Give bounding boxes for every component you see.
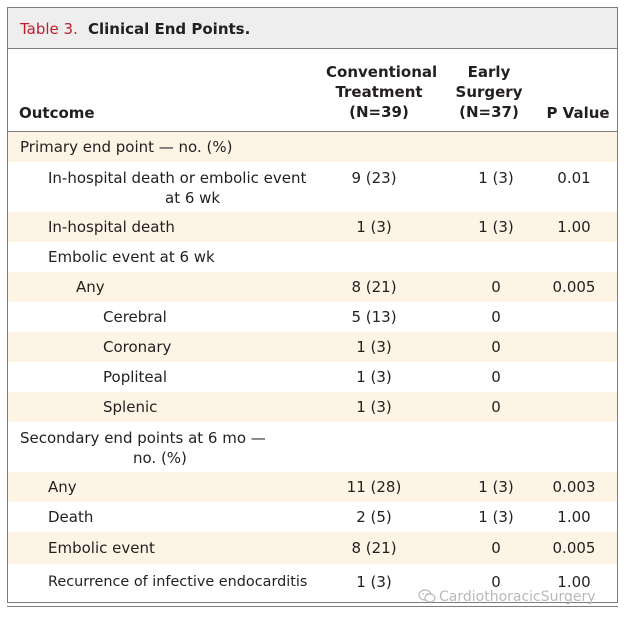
cell-early: 0 (491, 308, 501, 326)
cell-conventional: 11 (28) (346, 478, 402, 496)
header-early-line1: Early (467, 63, 511, 81)
cell-early: 0 (491, 398, 501, 416)
watermark (418, 589, 596, 605)
header-pvalue-text: P Value (546, 104, 610, 122)
cell-early: 0 (491, 368, 501, 386)
row-label: Recurrence of infective endocarditis (48, 574, 308, 590)
cell-pvalue: 1.00 (557, 573, 591, 591)
wechat-icon (418, 589, 436, 603)
table-row (8, 362, 617, 392)
header-outcome-text: Outcome (19, 104, 95, 122)
table-row (8, 502, 617, 532)
header-early-line3: (N=37) (459, 103, 519, 121)
row-label-text: In-hospital death or embolic event (48, 169, 307, 187)
cell-early: 0 (491, 338, 501, 356)
cell-pvalue: 0.01 (557, 169, 591, 187)
cell-pvalue: 0.005 (552, 278, 596, 296)
header-early (454, 62, 524, 122)
cell-conventional: 1 (3) (356, 573, 392, 591)
cell-early: 1 (3) (478, 169, 514, 187)
table-title-bar (8, 8, 617, 49)
table-frame (7, 7, 618, 603)
cell-conventional: 2 (5) (356, 508, 392, 526)
row-label (20, 137, 232, 157)
header-conventional (326, 62, 438, 122)
row-label: Embolic event (48, 539, 155, 557)
cell-pvalue: 1.00 (557, 218, 591, 236)
table-row (8, 302, 617, 332)
header-conventional-line3: (N=39) (349, 103, 409, 121)
row-label: Embolic event at 6 wk (48, 248, 215, 266)
row-label: In-hospital death (48, 218, 175, 236)
cell-early: 1 (3) (478, 218, 514, 236)
row-label (48, 168, 306, 208)
row-label: Splenic (103, 398, 158, 416)
table-row (8, 132, 617, 162)
cell-conventional: 1 (3) (356, 338, 392, 356)
row-label: Cerebral (103, 308, 167, 326)
row-label: Any (76, 278, 105, 296)
cell-conventional: 1 (3) (356, 398, 392, 416)
cell-conventional: 1 (3) (356, 218, 392, 236)
row-label-text-cont: at 6 wk (165, 189, 221, 207)
cell-conventional: 9 (23) (351, 169, 397, 187)
header-pvalue (538, 103, 618, 123)
row-label-text: Secondary end points at 6 mo — (20, 429, 266, 447)
footer-rule (7, 606, 618, 607)
header-early-line2: Surgery (455, 83, 523, 101)
cell-conventional: 8 (21) (351, 539, 397, 557)
row-label (20, 428, 266, 468)
cell-conventional: 1 (3) (356, 368, 392, 386)
cell-pvalue: 0.005 (552, 539, 596, 557)
header-conventional-line1: Conventional (326, 63, 438, 81)
table-number: Table 3. (20, 20, 78, 38)
table-row (8, 272, 617, 302)
row-label: Popliteal (103, 368, 168, 386)
cell-early: 1 (3) (478, 508, 514, 526)
cell-conventional: 8 (21) (351, 278, 397, 296)
table-row (8, 532, 617, 564)
table-row (8, 212, 617, 242)
row-label-text-cont: no. (%) (133, 449, 187, 467)
table-title: Clinical End Points. (88, 20, 251, 38)
header-outcome (19, 103, 95, 123)
table-row (8, 162, 617, 212)
cell-early: 0 (491, 539, 501, 557)
row-label: Any (48, 478, 77, 496)
table-row (8, 242, 617, 272)
cell-pvalue: 1.00 (557, 508, 591, 526)
header-conventional-line2: Treatment (335, 83, 423, 101)
table-row (8, 332, 617, 362)
cell-early: 1 (3) (478, 478, 514, 496)
row-label: Coronary (103, 338, 172, 356)
row-label-text: Primary end point — no. (%) (20, 138, 233, 156)
table-row (8, 392, 617, 422)
table-row (8, 422, 617, 472)
cell-pvalue: 0.003 (552, 478, 596, 496)
watermark-text: CardiothoracicSurgery (439, 589, 596, 605)
cell-early: 0 (491, 278, 501, 296)
cell-early: 0 (491, 573, 501, 591)
cell-conventional: 5 (13) (351, 308, 397, 326)
row-label: Death (48, 508, 94, 526)
table-row (8, 472, 617, 502)
